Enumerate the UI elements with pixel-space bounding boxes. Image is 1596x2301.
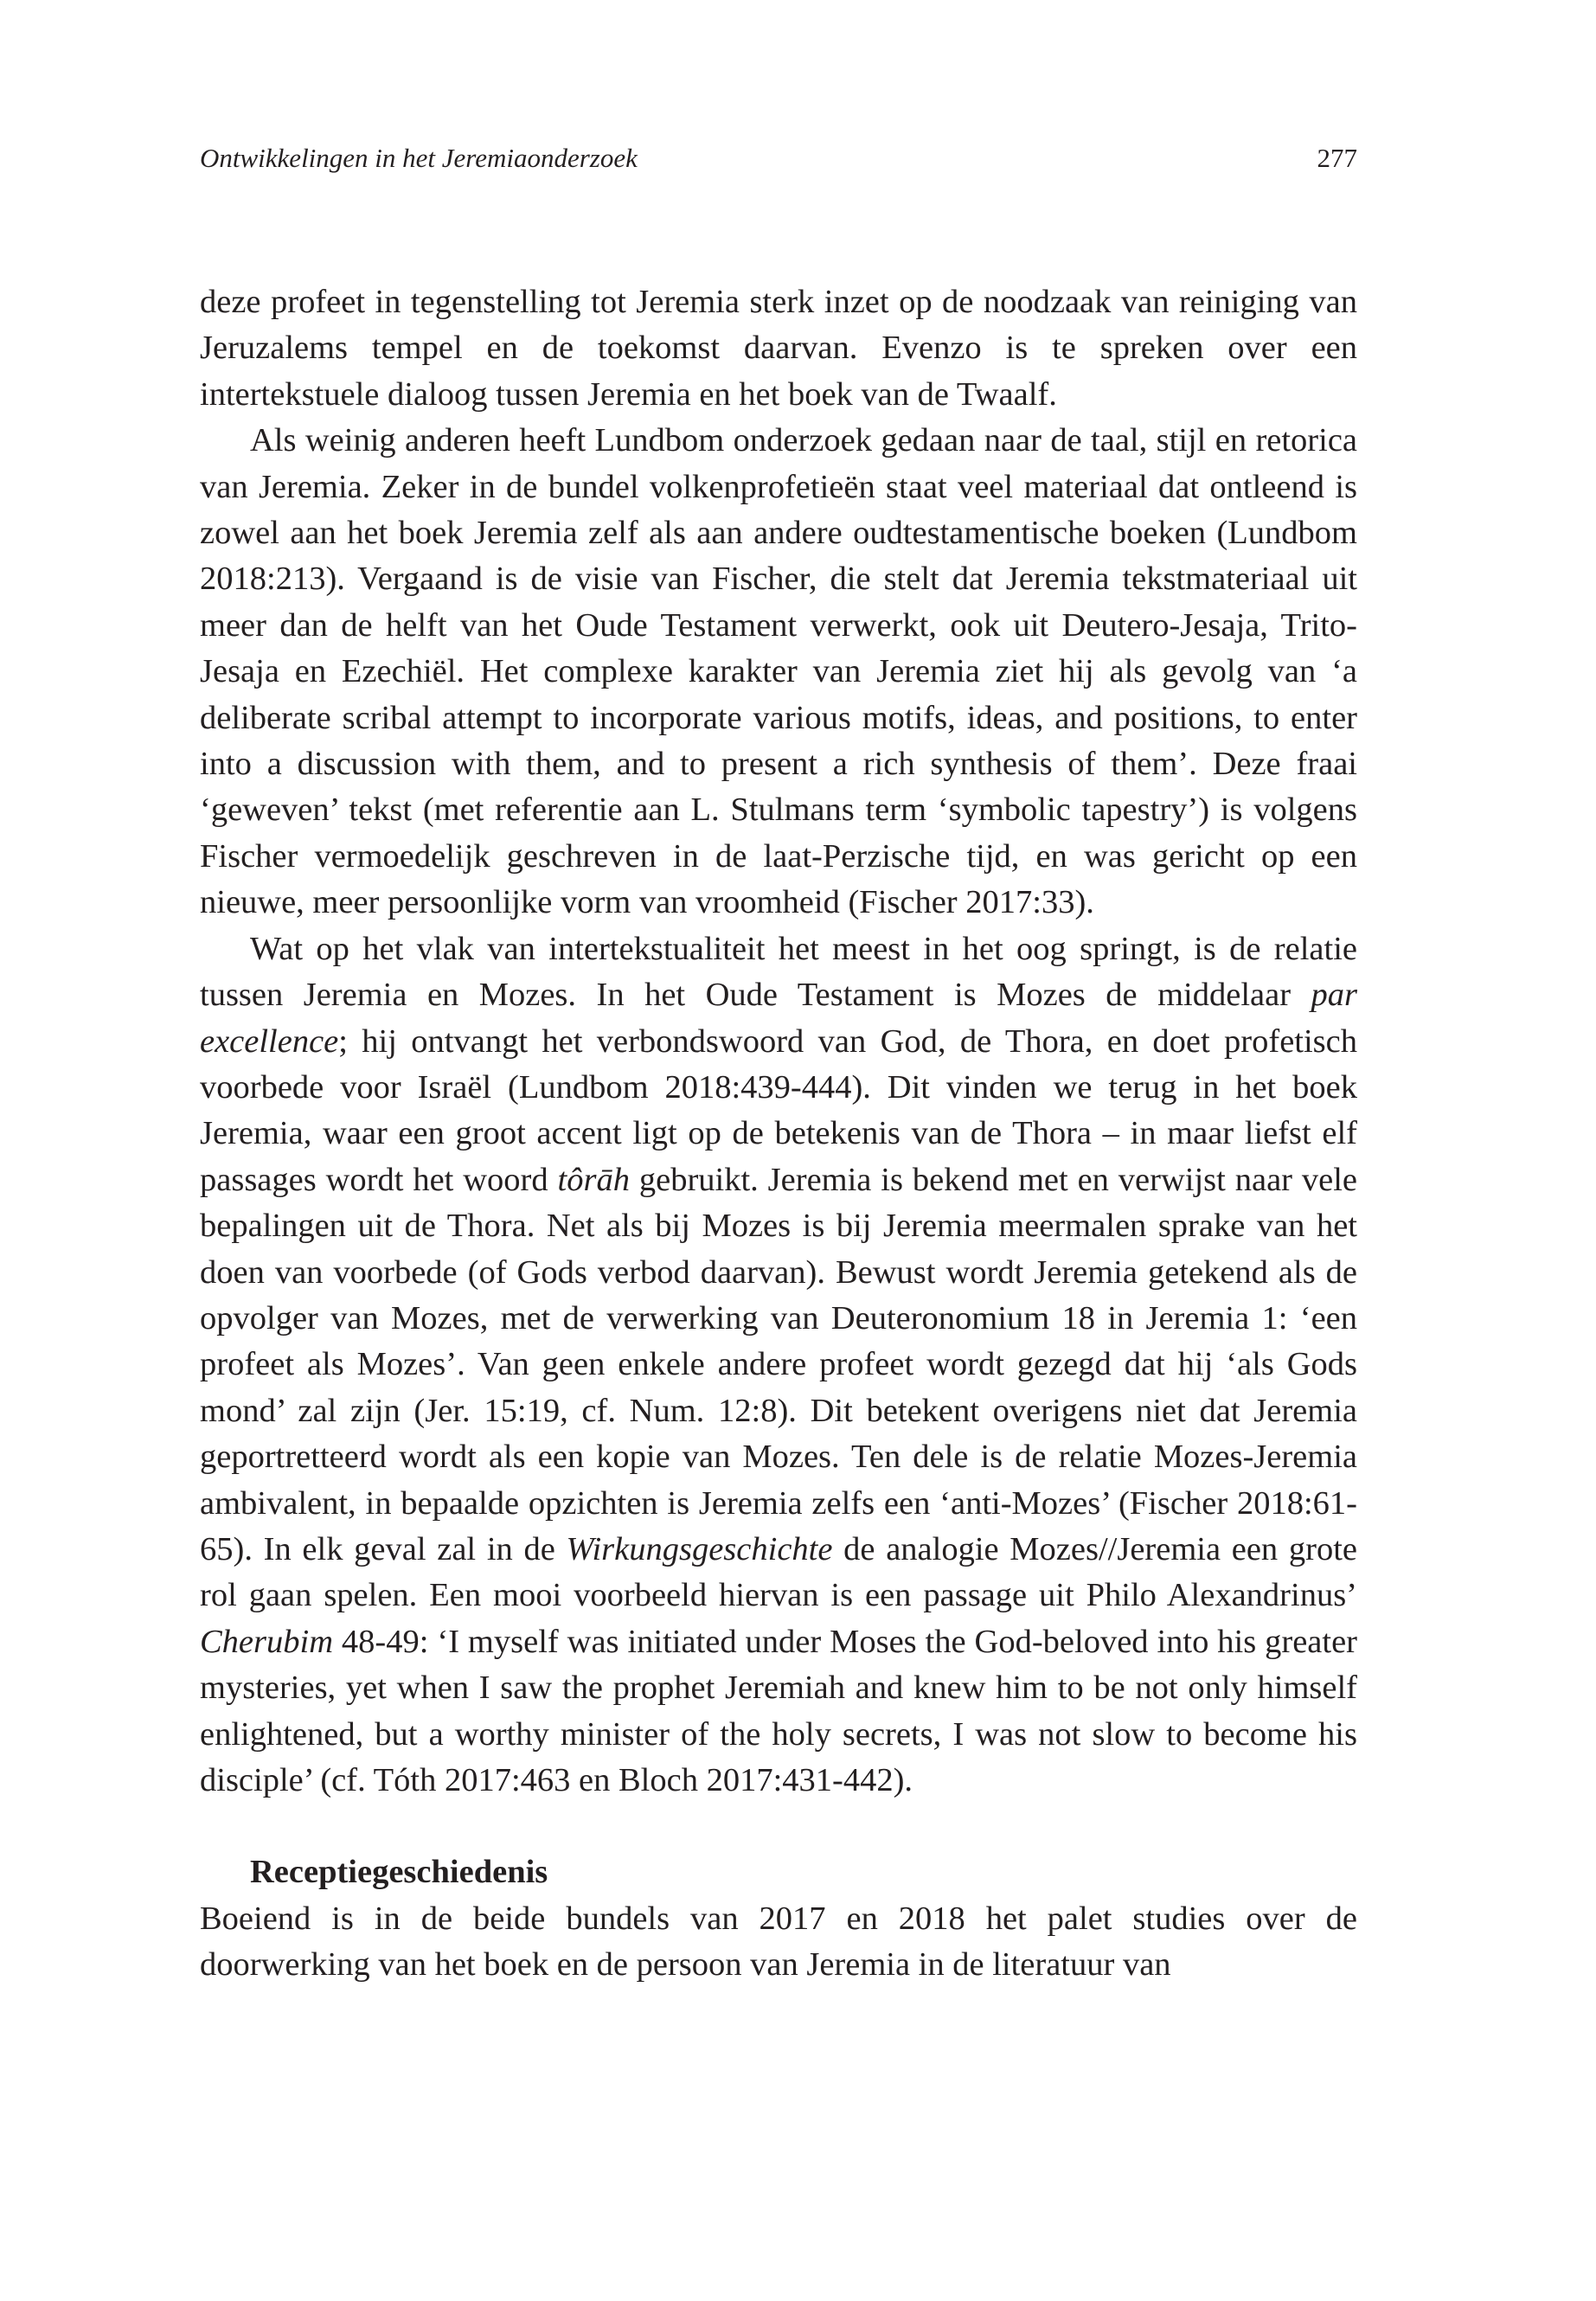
paragraph-3-part-d: de analogie Mozes//Jeremia een grote rol gaan spelen. Een mooi voorbeeld hiervan is een passage uit Philo Alexandrinus’ [200, 1530, 1357, 1614]
emphasis-wirkungsgeschichte: Wirkungsgeschichte [566, 1530, 833, 1567]
running-title: Ontwikkelingen in het Jeremiaonderzoek [200, 143, 638, 173]
paragraph-3-part-e: 48-49: ‘I myself was initiated under Moses the God-beloved into his greater mysteries, yet when I saw the prophet Jeremiah and knew him to be not only himself enlightened, but a worthy minister of the holy secrets, I was not slow to become his disciple’ (cf. Tóth 2017:463 en Bloch 2017:431-442). [200, 1623, 1357, 1798]
page-number: 277 [1317, 143, 1357, 173]
paragraph-4: Boeiend is in de beide bundels van 2017 en 2018 het palet studies over de doorwerking van het boek en de persoon van Jeremia in de literatuur van [200, 1900, 1357, 1984]
paragraph-1: deze profeet in tegenstelling tot Jeremia sterk inzet op de noodzaak van reiniging van Jeruzalems tempel en de toekomst daarvan. Evenzo is te spreken over een intertekstuele dialoog tussen Jeremia en het boek van de Twaalf. [200, 284, 1357, 413]
section-heading: Receptiegeschiedenis [250, 1854, 548, 1891]
emphasis-torah: tôrāh [557, 1161, 630, 1198]
paragraph-3-part-a: Wat op het vlak van intertekstualiteit het meest in het oog springt, is de relatie tussen Jeremia en Mozes. In het Oude Testament is Mozes de middelaar [200, 930, 1357, 1014]
running-header [200, 137, 1357, 180]
emphasis-par-excellence: par excellence [200, 977, 1357, 1060]
paragraph-3 [200, 926, 1357, 1804]
paragraph-3-part-b: ; hij ontvangt het verbondswoord van God, de Thora, en doet profetisch voorbede voor Israël (Lundbom 2018:439-444). Dit vinden we terug in het boek Jeremia, waar een groot accent ligt op de betekenis van de Thora – in maar liefst elf passages wordt het woord [200, 1022, 1357, 1198]
paragraph-3-part-c: gebruikt. Jeremia is bekend met en verwijst naar vele bepalingen uit de Thora. Net als bij Mozes is bij Jeremia meermalen sprake van het doen van voorbede (of Gods verbod daarvan). Bewust wordt Jeremia getekend als de opvolger van Mozes, met de verwerking van Deuteronomium 18 in Jeremia 1: ‘een profeet als Mozes’. Van geen enkele andere profeet wordt gezegd dat hij ‘als Gods mond’ zal zijn (Jer. 15:19, cf. Num. 12:8). Dit betekent overigens niet dat Jeremia geportretteerd wordt als een kopie van Mozes. Ten dele is de relatie Mozes-Jeremia ambivalent, in bepaalde opzichten is Jeremia zelfs een ‘anti-Mozes’ (Fischer 2018:61-65). In elk geval zal in de [200, 1161, 1357, 1567]
paragraph-2: Als weinig anderen heeft Lundbom onderzoek gedaan naar de taal, stijl en retorica van Jeremia. Zeker in de bundel volkenprofetieën staat veel materiaal dat ontleend is zowel aan het boek Jeremia zelf als aan andere oudtestamentische boeken (Lundbom 2018:213). Vergaand is de visie van Fischer, die stelt dat Jeremia tekstmateriaal uit meer dan de helft van het Oude Testament verwerkt, ook uit Deutero-Jesaja, Trito-Jesaja en Ezechiël. Het complexe karakter van Jeremia ziet hij als gevolg van ‘a deliberate scribal attempt to incorporate various motifs, ideas, and positions, to enter into a discussion with them, and to present a rich synthesis of them’. Deze fraai ‘geweven’ tekst (met referentie aan L. Stulmans term ‘symbolic tapestry’) is volgens Fischer vermoedelijk geschreven in de laat-Perzische tijd, en was gericht op een nieuwe, meer persoonlijke vorm van vroomheid (Fischer 2017:33). [200, 422, 1357, 921]
emphasis-cherubim: Cherubim [200, 1623, 333, 1660]
body-text [200, 279, 1357, 1989]
